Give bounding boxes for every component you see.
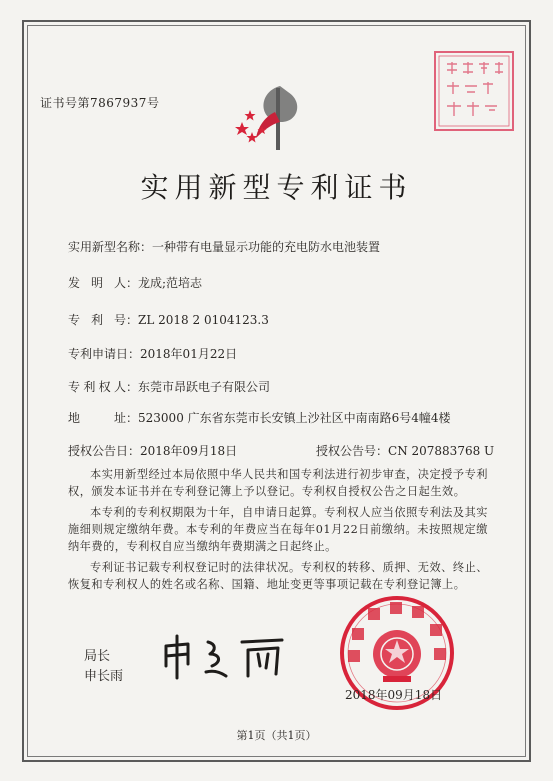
field-filing-date	[68, 345, 237, 362]
page-footer: 第1页（共1页）	[236, 729, 317, 742]
label-address: 地址	[68, 411, 126, 425]
seal-date: 2018年09月18日	[345, 688, 443, 702]
printing-office-seal	[433, 50, 515, 132]
label-grant-date: 授权公告日：	[68, 444, 141, 458]
value-grant-number: CN 207883768 U	[388, 444, 495, 458]
field-patent-number: 专利号：ZL 2018 2 0104123.3	[68, 313, 269, 327]
label-patentee: 专利权人	[68, 380, 126, 394]
certificate-number: 证书号第7867937号	[40, 96, 160, 110]
field-patentee: 专利权人：东莞市昂跃电子有限公司	[68, 380, 271, 394]
handwritten-signature	[160, 632, 290, 682]
label-patent-number: 专利号	[68, 313, 126, 327]
page-title: 实用新型专利证书	[140, 171, 413, 204]
label-grant-number: 授权公告号：	[316, 444, 389, 458]
value-filing-date: 2018年01月22日	[140, 347, 238, 361]
label-inventor: 发明人	[68, 276, 126, 290]
signatory-name: 申长雨	[84, 669, 124, 684]
value-patentee: 东莞市昂跃电子有限公司	[138, 380, 271, 394]
paragraph-grant-decision: 本实用新型经过本局依照中华人民共和国专利法进行初步审查，决定授予专利权，颁发本证书并在专利登记簿上予以登记。专利权自授权公告之日起生效。	[68, 468, 488, 498]
label-filing-date: 专利申请日：	[68, 347, 141, 361]
paragraph-term-and-fees: 本专利的专利权期限为十年，自申请日起算。专利权人应当依照专利法及其实施细则规定缴纳年费。本专利的年费应当在每年01月22日前缴纳。未按照规定缴纳年费的，专利权自应当缴纳年费期满之日起终止。	[68, 506, 488, 553]
value-utility-model-name: 一种带有电量显示功能的充电防水电池装置	[152, 240, 381, 254]
signatory-title: 局长	[84, 649, 111, 664]
value-address: 523000 广东省东莞市长安镇上沙社区中南南路6号4幢4楼	[138, 411, 451, 425]
label-utility-model-name: 实用新型名称：	[68, 240, 153, 254]
value-inventor: 龙成;范培志	[138, 276, 203, 290]
value-patent-number: ZL 2018 2 0104123.3	[138, 313, 269, 327]
value-grant-date: 2018年09月18日	[140, 444, 238, 458]
field-address: 地址：523000 广东省东莞市长安镇上沙社区中南南路6号4幢4楼	[68, 411, 451, 425]
patent-office-logo	[228, 82, 318, 154]
paragraph-legal-status: 专利证书记载专利权登记时的法律状况。专利权的转移、质押、无效、终止、恢复和专利权人的姓名或名称、国籍、地址变更等事项记载在专利登记簿上。	[68, 561, 488, 591]
field-utility-model-name	[68, 238, 380, 255]
field-inventor: 发明人：龙成;范培志	[68, 276, 203, 290]
field-grant-date	[68, 442, 237, 459]
field-grant-number	[316, 442, 494, 459]
